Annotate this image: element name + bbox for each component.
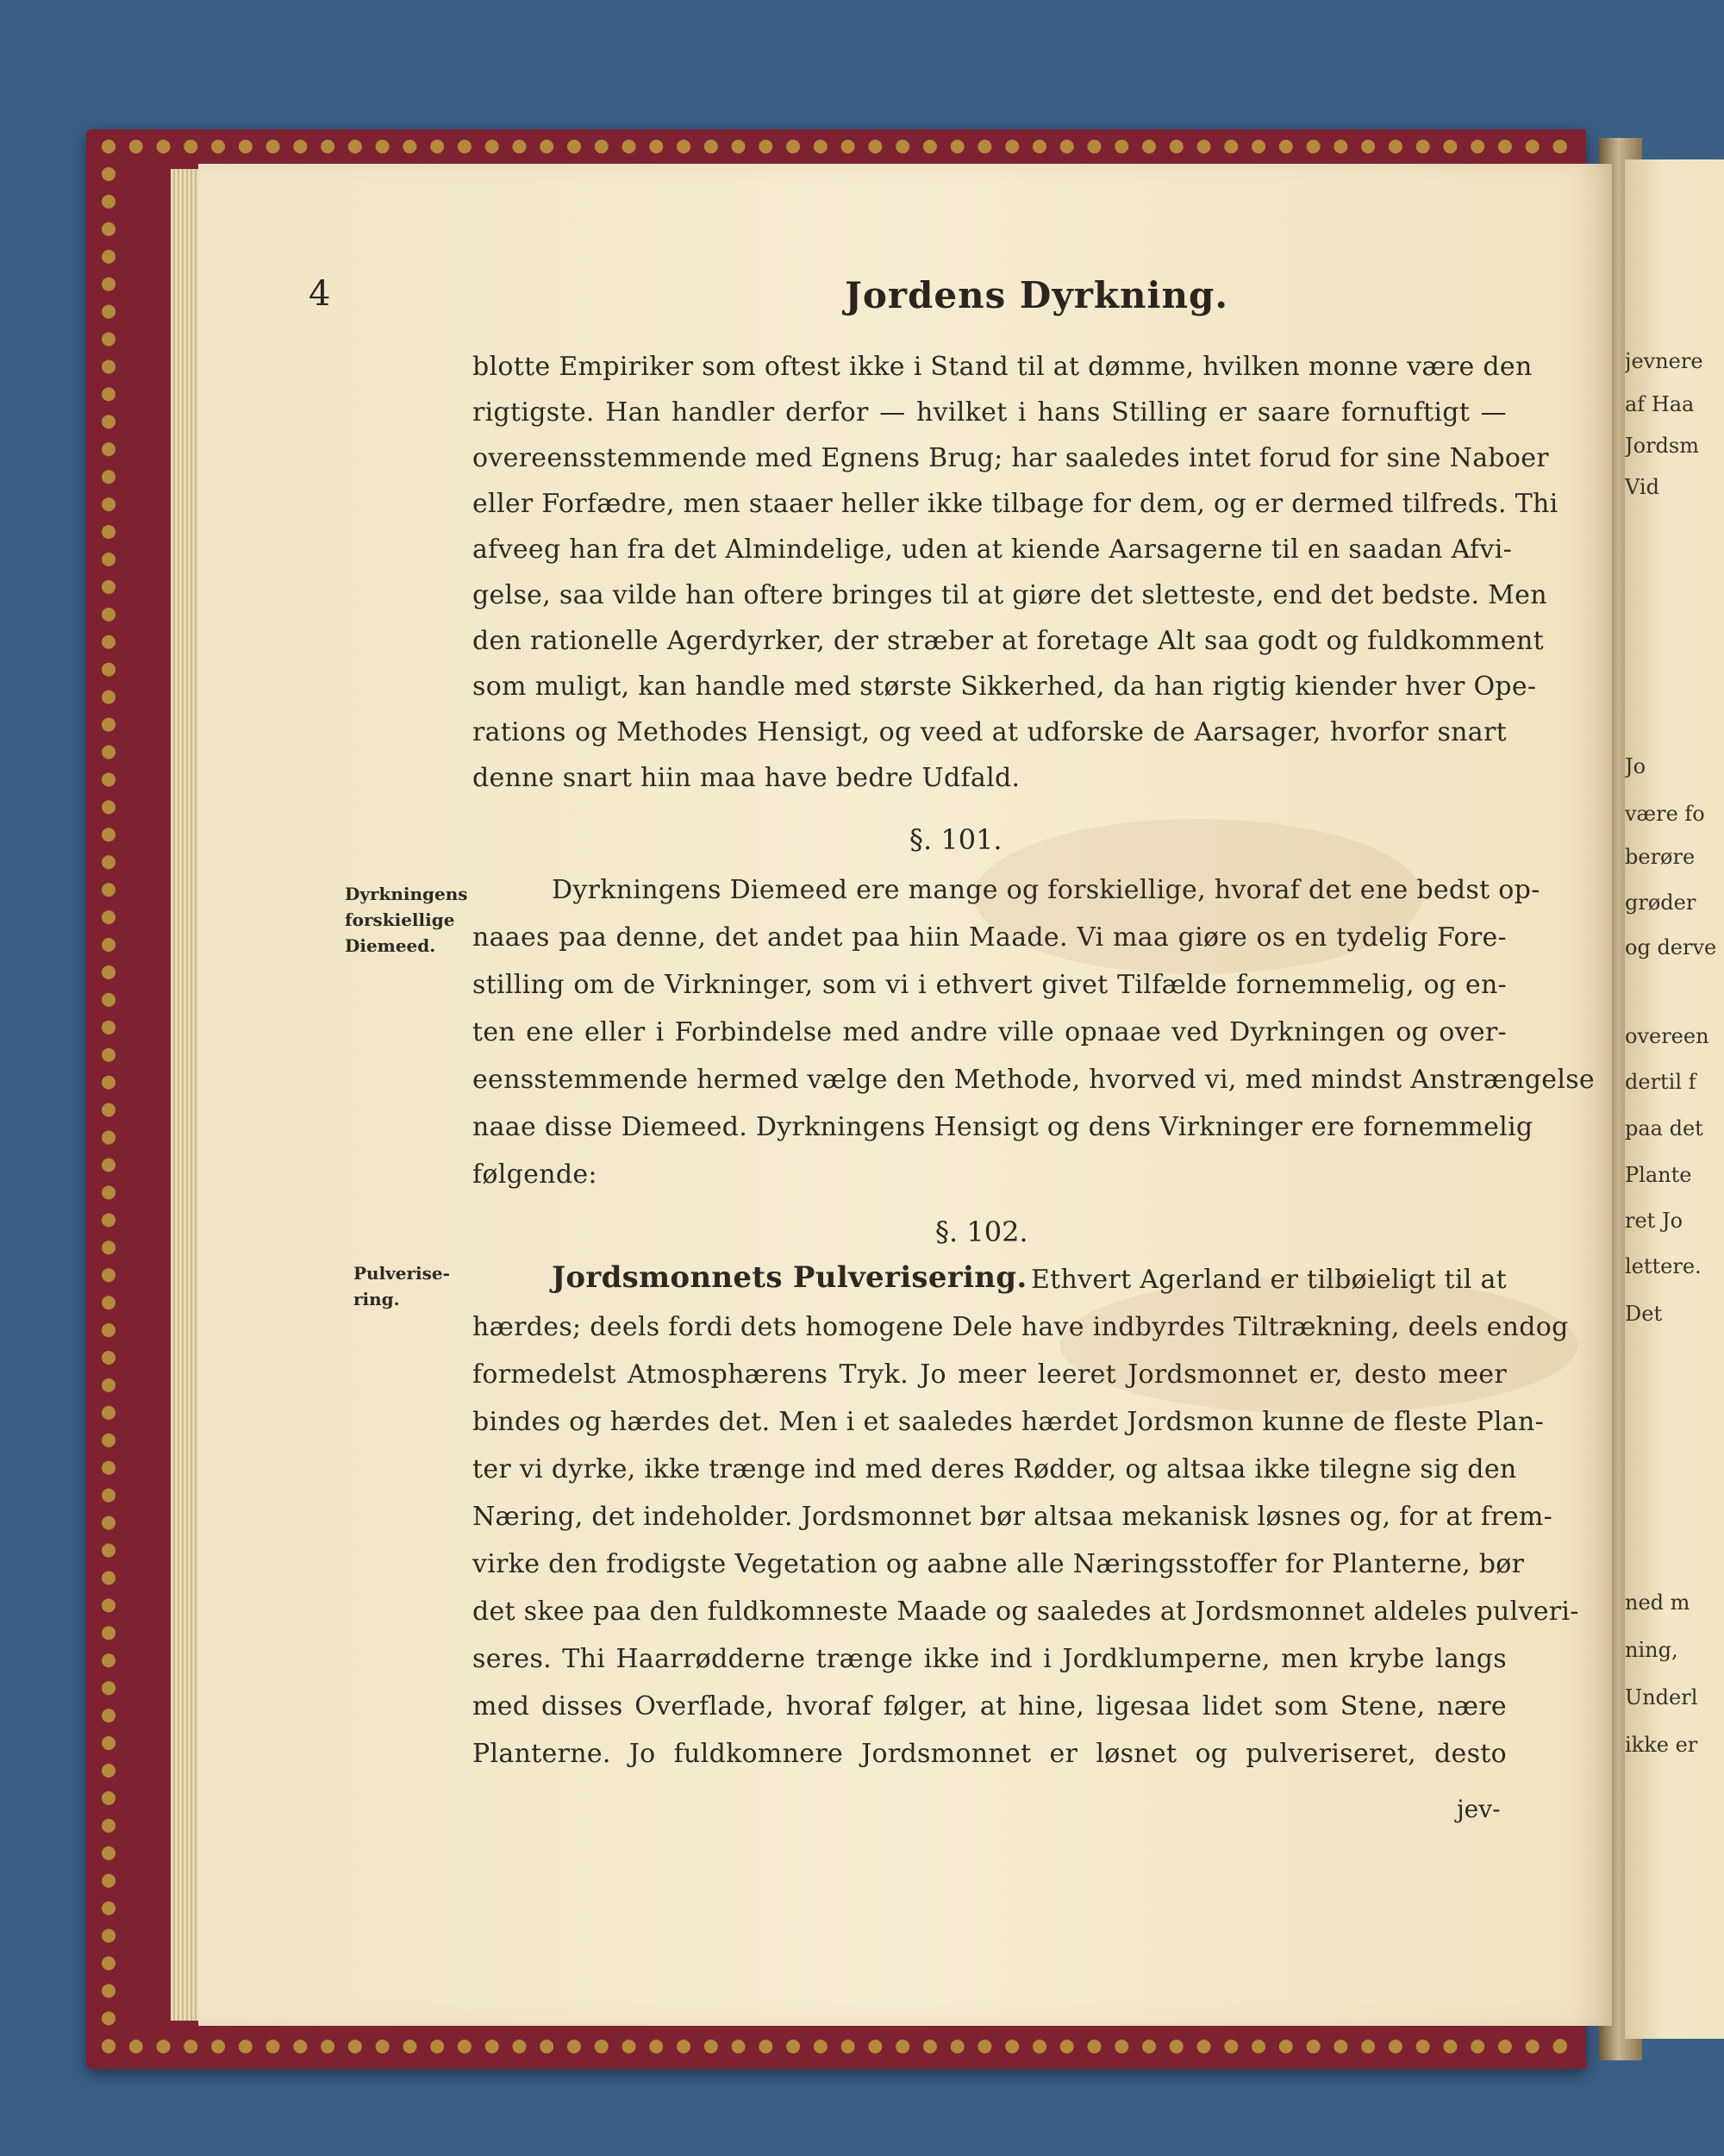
paper-stain (1060, 1276, 1577, 1414)
facing-page-fragment: Det (1625, 1302, 1663, 1326)
facing-page-fragment: Vid (1625, 475, 1659, 499)
facing-page-fragment: ned m (1625, 1590, 1690, 1615)
text-line: Næring, det indeholder. Jordsmonnet bør altsaa mekanisk løsnes og, for at frem- (472, 1502, 1553, 1532)
text-line: naaes paa denne, det andet paa hiin Maade. Vi maa giøre os en tydelig Fore- (472, 922, 1507, 953)
facing-page-fragment: grøder (1625, 891, 1696, 915)
text-line: denne snart hiin maa have bedre Udfald. (472, 763, 1021, 793)
text-line: rations og Methodes Hensigt, og veed at udforske de Aarsager, hvorfor snart (472, 717, 1507, 747)
facing-page-fragment: berøre (1625, 845, 1696, 869)
text-line: naae disse Diemeed. Dyrkningens Hensigt og dens Virkninger ere fornemmelig (472, 1112, 1533, 1142)
facing-page-fragment: lettere. (1625, 1254, 1702, 1278)
text-line: Ethvert Agerland er tilbøieligt til at (1030, 1265, 1507, 1295)
text-line: den rationelle Agerdyrker, der stræber at foretage Alt saa godt og fuldkomment (472, 626, 1544, 656)
catchword: jev- (1457, 1795, 1501, 1823)
facing-page-fragment: ret Jo (1625, 1209, 1683, 1233)
facing-page-fragment: Underl (1625, 1685, 1698, 1709)
margin-note: Pulverise- (353, 1263, 450, 1284)
facing-page-fragment: være fo (1625, 802, 1705, 826)
facing-page-fragment: Jordsm (1625, 434, 1699, 458)
facing-page-fragment: paa det (1625, 1116, 1703, 1140)
text-line: virke den frodigste Vegetation og aabne alle Næringsstoffer for Planterne, bør (472, 1549, 1525, 1579)
margin-note: forskiellige (345, 909, 455, 930)
facing-page-fragment: og derve (1625, 935, 1717, 959)
text-line: overeensstemmende med Egnens Brug; har saaledes intet forud for sine Naboer (472, 443, 1549, 473)
text-line: formedelst Atmosphærens Tryk. Jo meer leeret Jordsmonnet er, desto meer (472, 1359, 1507, 1390)
text-line: blotte Empiriker som oftest ikke i Stand til at dømme, hvilken monne være den (472, 352, 1533, 382)
text-line: Dyrkningens Diemeed ere mange og forskiellige, hvoraf det ene bedst op- (552, 875, 1540, 905)
text-line: eller Forfædre, men staaer heller ikke tilbage for dem, og er dermed tilfreds. Thi (472, 489, 1558, 519)
margin-note: ring. (353, 1289, 400, 1309)
text-line: følgende: (472, 1159, 597, 1190)
text-line: stilling om de Virkninger, som vi i ethvert givet Tilfælde fornemmelig, og en- (472, 970, 1507, 1000)
text-line: ten ene eller i Forbindelse med andre ville opnaae ved Dyrkningen og over- (472, 1017, 1507, 1047)
facing-page-fragment: Jo (1625, 754, 1646, 778)
text-line: det skee paa den fuldkomneste Maade og saaledes at Jordsmonnet aldeles pulveri- (472, 1597, 1579, 1627)
text-line: seres. Thi Haarrødderne trænge ikke ind i Jordklumperne, men krybe langs (472, 1644, 1507, 1674)
section-number: §. 102. (935, 1215, 1028, 1248)
text-line: som muligt, kan handle med største Sikkerhed, da han rigtig kiender hver Ope- (472, 672, 1537, 702)
margin-note: Dyrkningens (345, 884, 468, 904)
margin-note: Diemeed. (345, 935, 436, 956)
text-line: gelse, saa vilde han oftere bringes til at giøre det sletteste, end det bedste. Men (472, 580, 1547, 610)
text-line: bindes og hærdes det. Men i et saaledes hærdet Jordsmon kunne de fleste Plan- (472, 1407, 1545, 1437)
facing-page-fragment: ning, (1625, 1638, 1678, 1662)
facing-page-fragment: overeen (1625, 1024, 1709, 1048)
page-edges (171, 169, 200, 2021)
running-head: Jordens Dyrkning. (845, 274, 1228, 316)
facing-page-fragment: Plante (1625, 1163, 1692, 1187)
section-number: §. 101. (909, 823, 1003, 856)
facing-page (1625, 159, 1724, 2039)
text-line: Planterne. Jo fuldkomnere Jordsmonnet er løsnet og pulveriseret, desto (472, 1739, 1507, 1769)
text-line: afveeg han fra det Almindelige, uden at kiende Aarsagerne til en saadan Afvi- (472, 534, 1513, 565)
text-line: rigtigste. Han handler derfor — hvilket i hans Stilling er saare fornuftigt — (472, 397, 1507, 428)
facing-page-fragment: dertil f (1625, 1070, 1696, 1094)
facing-page-fragment: ikke er (1625, 1733, 1698, 1757)
text-line: hærdes; deels fordi dets homogene Dele have indbyrdes Tiltrækning, deels endog (472, 1312, 1569, 1342)
text-line: ter vi dyrke, ikke trænge ind med deres Rødder, og altsaa ikke tilegne sig den (472, 1454, 1517, 1484)
facing-page-fragment: jevnere (1625, 349, 1703, 373)
page-number: 4 (309, 274, 331, 314)
section-heading: Jordsmonnets Pulverisering. (552, 1260, 1028, 1295)
text-line: med disses Overflade, hvoraf følger, at hine, ligesaa lidet som Stene, nære (472, 1691, 1507, 1722)
text-line: eensstemmende hermed vælge den Methode, hvorved vi, med mindst Anstrængelse (472, 1065, 1595, 1095)
facing-page-fragment: af Haa (1625, 392, 1695, 416)
